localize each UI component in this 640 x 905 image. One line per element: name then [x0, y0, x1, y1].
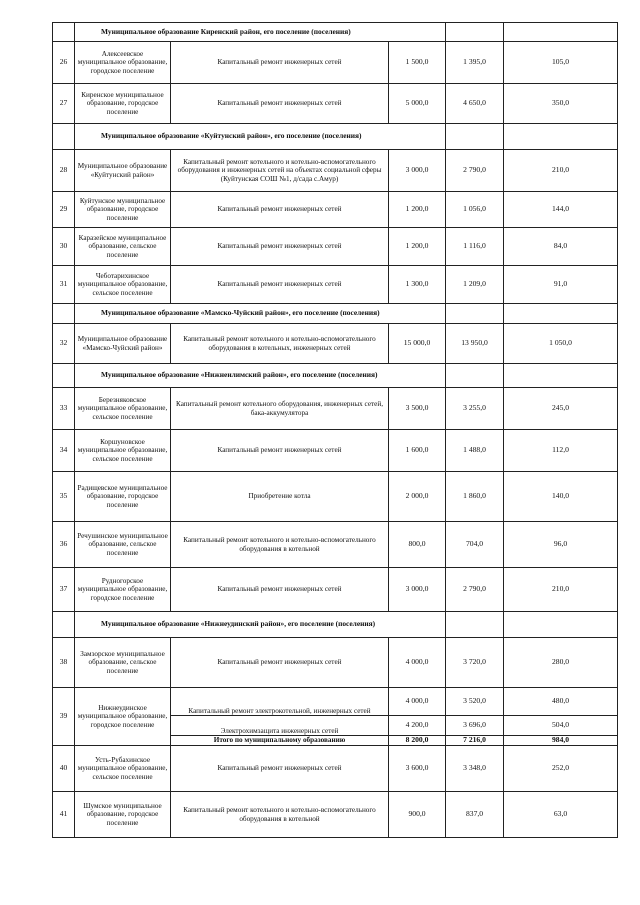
amount-subsidy: 13 950,0 [446, 324, 504, 364]
amount-local: 105,0 [504, 42, 618, 84]
amount-total: 1 200,0 [389, 192, 446, 228]
amount-subsidy: 1 395,0 [446, 42, 504, 84]
work-cell: Приобретение котла [171, 472, 389, 522]
work-cell: Капитальный ремонт инженерных сетей [171, 746, 389, 792]
row-number: 30 [53, 228, 75, 266]
amount-subsidy: 3 255,0 [446, 388, 504, 430]
amount-total: 4 000,0 [389, 688, 446, 716]
amount-total: 900,0 [389, 792, 446, 838]
amount-local: 504,0 [504, 716, 618, 736]
amount-local: 84,0 [504, 228, 618, 266]
total-amount: 8 200,0 [389, 736, 446, 746]
section-title: Муниципальное образование «Нижнеудинский район», его поселение (поселения) [75, 612, 446, 638]
amount-subsidy: 3 348,0 [446, 746, 504, 792]
row-number: 29 [53, 192, 75, 228]
table-row [53, 42, 618, 84]
amount-subsidy: 1 860,0 [446, 472, 504, 522]
table-row [53, 324, 618, 364]
amount-local: 280,0 [504, 638, 618, 688]
amount-subsidy: 704,0 [446, 522, 504, 568]
amount-total: 1 600,0 [389, 430, 446, 472]
municipality-cell: Муниципальное образование «Мамско-Чуйский район» [75, 324, 171, 364]
amount-local: 1 050,0 [504, 324, 618, 364]
municipality-cell: Коршуновское муниципальное образование, сельское поселение [75, 430, 171, 472]
work-cell: Капитальный ремонт инженерных сетей [171, 84, 389, 124]
municipality-cell: Алексеевское муниципальное образование, городское поселение [75, 42, 171, 84]
amount-subsidy: 1 488,0 [446, 430, 504, 472]
work-cell: Капитальный ремонт инженерных сетей [171, 430, 389, 472]
amount-subsidy: 1 209,0 [446, 266, 504, 304]
amount-local: 480,0 [504, 688, 618, 716]
work-cell: Капитальный ремонт инженерных сетей [171, 42, 389, 84]
municipality-cell: Рудногорское муниципальное образование, городское поселение [75, 568, 171, 612]
work-cell: Капитальный ремонт котельного оборудования, инженерных сетей, бака-аккумулятора [171, 388, 389, 430]
municipality-cell: Усть-Рубахинское муниципальное образование, сельское поселение [75, 746, 171, 792]
amount-total: 800,0 [389, 522, 446, 568]
work-cell: Капитальный ремонт инженерных сетей [171, 638, 389, 688]
amount-total: 15 000,0 [389, 324, 446, 364]
amount-total: 2 000,0 [389, 472, 446, 522]
work-cell: Капитальный ремонт котельного и котельно-вспомогательного оборудования в котельной [171, 792, 389, 838]
amount-local: 210,0 [504, 150, 618, 192]
table-row [53, 568, 618, 612]
amount-total: 3 000,0 [389, 568, 446, 612]
section-row [53, 304, 618, 324]
municipality-cell: Чеботарихинское муниципальное образование, сельское поселение [75, 266, 171, 304]
amount-subsidy: 837,0 [446, 792, 504, 838]
amount-total: 1 500,0 [389, 42, 446, 84]
total-label: Итого по муниципальному образованию [171, 736, 389, 746]
section-row [53, 23, 618, 42]
row-number: 31 [53, 266, 75, 304]
amount-total: 3 600,0 [389, 746, 446, 792]
municipality-cell: Шумское муниципальное образование, городское поселение [75, 792, 171, 838]
section-row [53, 364, 618, 388]
row-number: 32 [53, 324, 75, 364]
amount-local: 112,0 [504, 430, 618, 472]
amount-subsidy: 1 116,0 [446, 228, 504, 266]
section-row [53, 124, 618, 150]
municipality-cell: Муниципальное образование «Куйтунский район» [75, 150, 171, 192]
row-number: 26 [53, 42, 75, 84]
table-row [53, 228, 618, 266]
table-row [53, 84, 618, 124]
work-cell: Капитальный ремонт электрокотельной, инженерных сетей [171, 688, 389, 716]
row-number: 37 [53, 568, 75, 612]
work-cell: Электрохимзащита инженерных сетей [171, 716, 389, 736]
table-row [53, 192, 618, 228]
amount-total: 1 200,0 [389, 228, 446, 266]
amount-local: 350,0 [504, 84, 618, 124]
work-cell: Капитальный ремонт инженерных сетей [171, 192, 389, 228]
municipality-cell: Березняковское муниципальное образование, сельское поселение [75, 388, 171, 430]
amount-local: 252,0 [504, 746, 618, 792]
row-number: 39 [53, 688, 75, 746]
municipality-cell: Киренское муниципальное образование, городское поселение [75, 84, 171, 124]
table-row [53, 746, 618, 792]
amount-subsidy: 2 790,0 [446, 150, 504, 192]
row-number: 35 [53, 472, 75, 522]
row-number: 40 [53, 746, 75, 792]
section-title: Муниципальное образование «Нижнеилимский район», его поселение (поселения) [75, 364, 446, 388]
table-row [53, 430, 618, 472]
amount-subsidy: 2 790,0 [446, 568, 504, 612]
amount-total: 4 000,0 [389, 638, 446, 688]
work-cell: Капитальный ремонт котельного и котельно-вспомогательного оборудования и инженерных сетей на объектах социальной сферы (Куйтунская СОШ №1, д/сада с.Амур) [171, 150, 389, 192]
amount-local: 245,0 [504, 388, 618, 430]
total-subsidy: 7 216,0 [446, 736, 504, 746]
amount-local: 96,0 [504, 522, 618, 568]
total-local: 984,0 [504, 736, 618, 746]
municipality-cell: Замзорское муниципальное образование, сельское поселение [75, 638, 171, 688]
row-number: 38 [53, 638, 75, 688]
table-row [53, 150, 618, 192]
amount-total: 4 200,0 [389, 716, 446, 736]
amount-local: 210,0 [504, 568, 618, 612]
work-cell: Капитальный ремонт инженерных сетей [171, 568, 389, 612]
work-cell: Капитальный ремонт котельного и котельно-вспомогательного оборудования в котельных, инженерных сетей [171, 324, 389, 364]
amount-local: 63,0 [504, 792, 618, 838]
table-row [53, 388, 618, 430]
amount-local: 144,0 [504, 192, 618, 228]
amount-subsidy: 3 720,0 [446, 638, 504, 688]
table-row [53, 266, 618, 304]
section-title: Муниципальное образование «Мамско-Чуйский район», его поселение (поселения) [75, 304, 446, 324]
section-row [53, 612, 618, 638]
work-cell: Капитальный ремонт котельного и котельно-вспомогательного оборудования в котельной [171, 522, 389, 568]
municipality-cell: Каразейское муниципальное образование, сельское поселение [75, 228, 171, 266]
table-row [53, 638, 618, 688]
work-cell: Капитальный ремонт инженерных сетей [171, 228, 389, 266]
budget-table [52, 22, 618, 838]
municipality-cell: Нижнеудинское муниципальное образование, городское поселение [75, 688, 171, 746]
amount-total: 5 000,0 [389, 84, 446, 124]
row-number: 36 [53, 522, 75, 568]
row-number: 33 [53, 388, 75, 430]
amount-total: 1 300,0 [389, 266, 446, 304]
table-row [53, 688, 618, 716]
amount-subsidy: 4 650,0 [446, 84, 504, 124]
table-row [53, 522, 618, 568]
amount-local: 140,0 [504, 472, 618, 522]
amount-total: 3 500,0 [389, 388, 446, 430]
table-row [53, 472, 618, 522]
row-number: 28 [53, 150, 75, 192]
amount-subsidy: 1 056,0 [446, 192, 504, 228]
municipality-cell: Радищевское муниципальное образование, городское поселение [75, 472, 171, 522]
section-title: Муниципальное образование «Куйтунский район», его поселение (поселения) [75, 124, 446, 150]
amount-local: 91,0 [504, 266, 618, 304]
section-title: Муниципальное образование Киренский район, его поселение (поселения) [75, 23, 446, 42]
amount-total: 3 000,0 [389, 150, 446, 192]
row-number: 27 [53, 84, 75, 124]
amount-subsidy: 3 520,0 [446, 688, 504, 716]
municipality-cell: Речушинское муниципальное образование, сельское поселение [75, 522, 171, 568]
amount-subsidy: 3 696,0 [446, 716, 504, 736]
table-row [53, 792, 618, 838]
row-number: 41 [53, 792, 75, 838]
municipality-cell: Куйтунское муниципальное образование, городское поселение [75, 192, 171, 228]
row-number: 34 [53, 430, 75, 472]
work-cell: Капитальный ремонт инженерных сетей [171, 266, 389, 304]
